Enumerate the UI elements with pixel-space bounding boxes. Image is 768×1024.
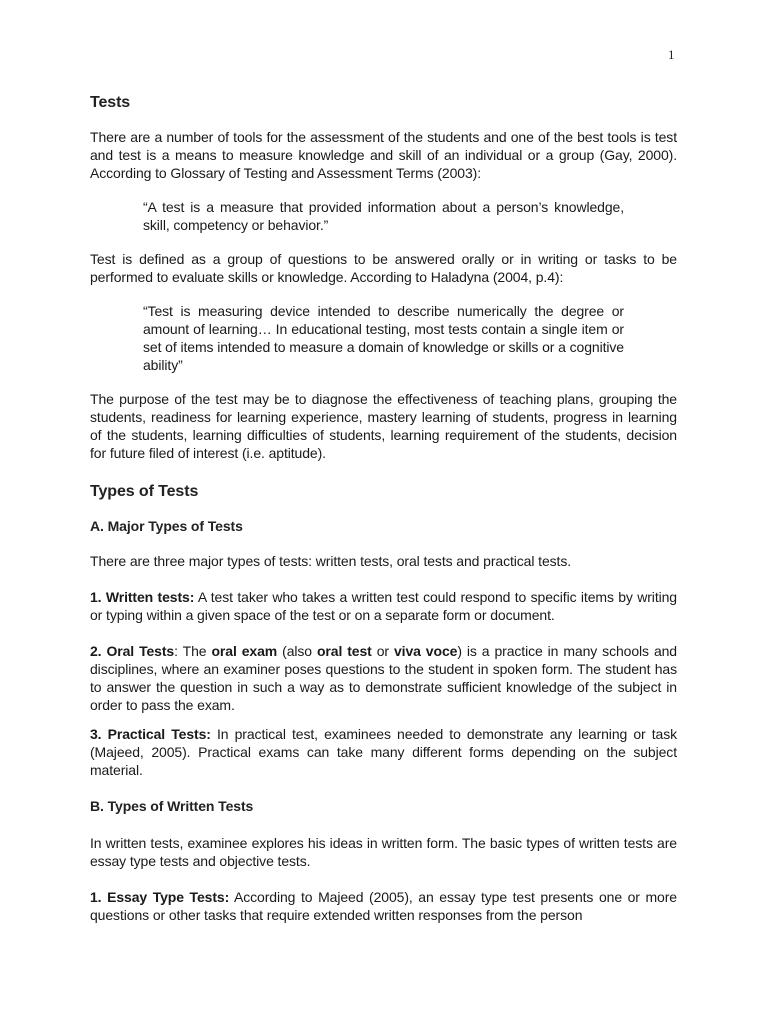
essay-tests-paragraph [90, 888, 677, 924]
quote-haladyna: “Test is measuring device intended to describe numerically the degree or amount of learning… In educational testing, most tests contain a single item or set of items intended to measure a domain of knowledge or skills or a cognitive ability” [143, 303, 624, 373]
written-tests-text: A test taker who takes a written test could respond to specific items by writing or typing within a given space of the test or on a separate form or document. [90, 589, 677, 623]
practical-tests-paragraph [90, 725, 677, 779]
essay-tests-text: According to Majeed (2005), an essay type test presents one or more questions or other tasks that require extended written responses from the person [90, 889, 677, 923]
oral-tests-label: 2. Oral Tests [90, 643, 175, 659]
oral-tests-text-4: ) is a practice in many schools and disciplines, where an examiner poses questions to the student in spoken form. The student has to answer the question in such a way as to demonstrate sufficient knowledge of the subject in order to pass the exam. [90, 643, 677, 713]
major-types-intro: There are three major types of tests: written tests, oral tests and practical tests. [90, 553, 572, 569]
document-body [90, 92, 677, 940]
essay-tests-label: 1. Essay Type Tests: [90, 889, 230, 905]
definition-paragraph: Test is defined as a group of questions to be answered orally or in writing or tasks to be performed to evaluate skills or knowledge. According to Haladyna (2004, p.4): [90, 251, 677, 285]
intro-paragraph: There are a number of tools for the assessment of the students and one of the best tools is test and test is a means to measure knowledge and skill of an individual or a group (Gay, 2000). According to Glossary of Testing and Assessment Terms (2003): [90, 129, 677, 181]
oral-tests-text-3: or [371, 643, 394, 659]
page-number: 1 [668, 47, 675, 62]
oral-test-term: oral test [316, 643, 372, 659]
written-types-intro: In written tests, examinee explores his ideas in written form. The basic types of written tests are essay type tests and objective tests. [90, 835, 677, 869]
oral-tests-paragraph [90, 642, 677, 714]
oral-tests-text-2: (also [277, 643, 317, 659]
heading-tests: Tests [90, 94, 131, 111]
purpose-paragraph: The purpose of the test may be to diagnose the effectiveness of teaching plans, grouping the students, readiness for learning experience, mastery learning of students, progress in learning of the students, learning difficulties of students, learning requirement of the students, decision for future filed of interest (i.e. aptitude). [90, 391, 677, 461]
oral-tests-text-1: : The [174, 643, 212, 659]
heading-major-types: A. Major Types of Tests [90, 518, 243, 534]
written-tests-paragraph [90, 588, 677, 624]
viva-voce-term: viva voce [393, 643, 458, 659]
practical-tests-label: 3. Practical Tests: [90, 726, 211, 742]
heading-written-types: B. Types of Written Tests [90, 798, 254, 814]
practical-tests-text: In practical test, examinees needed to demonstrate any learning or task (Majeed, 2005). Practical exams can take many different forms depending on the subject material. [90, 726, 678, 778]
heading-types-of-tests: Types of Tests [90, 483, 199, 500]
quote-glossary: “A test is a measure that provided information about a person’s knowledge, skill, competency or behavior.” [143, 199, 624, 233]
oral-exam-term: oral exam [211, 643, 278, 659]
written-tests-label: 1. Written tests: [90, 589, 195, 605]
